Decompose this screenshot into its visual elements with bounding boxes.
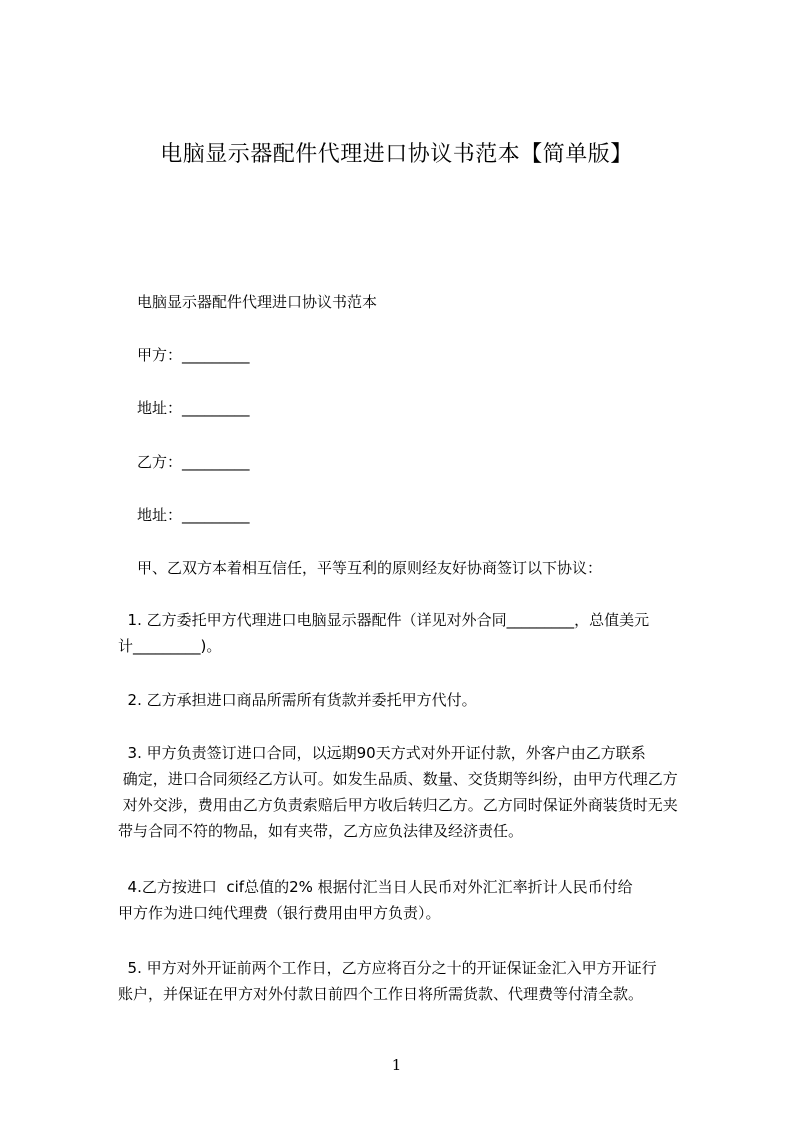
- party-b-field: 乙方：_________: [137, 453, 250, 471]
- document-subtitle: 电脑显示器配件代理进口协议书范本: [137, 293, 378, 311]
- clause-4-line: 甲方作为进口纯代理费（银行费用由甲方负责）。: [118, 904, 441, 922]
- agreement-intro: 甲、乙双方本着相互信任，平等互利的原则经友好协商签订以下协议：: [137, 559, 603, 577]
- clause-3-line: 确定，进口合同须经乙方认可。如发生品质、数量、交货期等纠纷，由甲方代理乙方: [118, 770, 678, 788]
- clause-5: [118, 955, 708, 1007]
- clause-3-line: 带与合同不符的物品，如有夹带，乙方应负法律及经济责任。: [118, 822, 524, 840]
- clause-5-line: 5. 甲方对外开证前两个工作日，乙方应将百分之十的开证保证金汇入甲方开证行: [118, 959, 657, 977]
- clause-5-line: 账户，并保证在甲方对外付款日前四个工作日将所需货款、代理费等付清全款。: [118, 985, 644, 1003]
- document-title: 电脑显示器配件代理进口协议书范本【简单版】: [160, 142, 633, 167]
- clause-3: [118, 740, 708, 844]
- party-a-address-field: 地址：_________: [137, 399, 250, 417]
- party-a-field: 甲方：_________: [137, 346, 250, 364]
- party-b-address-field: 地址：_________: [137, 506, 250, 524]
- clause-2: [118, 687, 708, 713]
- clause-4: [118, 874, 708, 926]
- page-number: 1: [391, 1056, 402, 1074]
- clause-1: [118, 607, 708, 659]
- clause-3-line: 对外交涉，费用由乙方负责索赔后甲方收后转归乙方。乙方同时保证外商装货时无夹: [118, 796, 678, 814]
- clause-1-line: 计_________)。: [118, 637, 222, 655]
- clause-3-line: 3. 甲方负责签订进口合同，以远期90天方式对外开证付款，外客户由乙方联系: [118, 744, 646, 762]
- clause-1-line: 1. 乙方委托甲方代理进口电脑显示器配件（详见对外合同_________，总值美元: [118, 611, 650, 629]
- clause-4-line: 4.乙方按进口 cif总值的2% 根据付汇当日人民币对外汇汇率折计人民币付给: [118, 878, 633, 896]
- clause-2-line: 2. 乙方承担进口商品所需所有货款并委托甲方代付。: [118, 691, 477, 709]
